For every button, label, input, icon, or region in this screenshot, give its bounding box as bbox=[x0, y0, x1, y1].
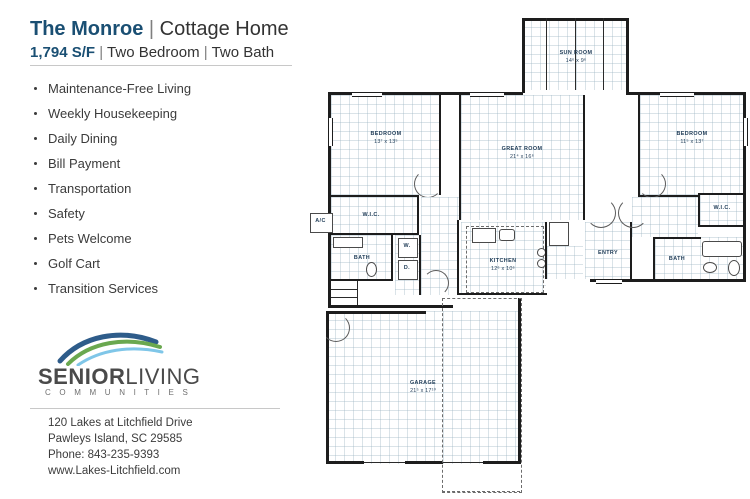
subtitle-divider-2: | bbox=[203, 44, 208, 61]
stoop-line-2 bbox=[331, 297, 357, 298]
wall-greatroom-right bbox=[583, 95, 585, 220]
bullet-icon bbox=[34, 187, 37, 190]
room-label-bedroom-right: BEDROOM 11⁵ x 13⁷ bbox=[676, 131, 708, 145]
contact-city: Pawleys Island, SC 29585 bbox=[48, 433, 183, 445]
feature-label: Safety bbox=[48, 206, 85, 221]
window-entry-front bbox=[596, 279, 622, 284]
wall-bath-right-left bbox=[653, 237, 655, 279]
door-swing-hall bbox=[423, 270, 449, 296]
bullet-icon bbox=[34, 262, 37, 265]
floor-plan-drawing bbox=[300, 8, 750, 493]
room-label-garage: GARAGE 21⁵ x 17¹⁰ bbox=[409, 380, 437, 394]
contact-block bbox=[48, 415, 298, 479]
logo-word-living: LIVING bbox=[125, 364, 201, 389]
room-label-great-room: GREAT ROOM 21⁴ x 16⁶ bbox=[501, 146, 543, 160]
range-appliance bbox=[472, 228, 496, 243]
list-item bbox=[30, 176, 295, 201]
window-greatroom-top bbox=[470, 92, 504, 97]
window-bedroom-left-1 bbox=[352, 92, 382, 97]
garage-door-1 bbox=[364, 462, 405, 463]
door-swing-entry-left bbox=[586, 198, 616, 228]
list-item bbox=[30, 276, 295, 301]
wall-sunroom-left bbox=[522, 18, 525, 93]
bullet-icon bbox=[34, 287, 37, 290]
room-label-bath-left: BATH bbox=[353, 255, 371, 261]
bullet-icon bbox=[34, 237, 37, 240]
feature-label: Weekly Housekeeping bbox=[48, 106, 178, 121]
logo-tagline: C O M M U N I T I E S bbox=[44, 388, 192, 397]
wall-kitchen-bottom bbox=[459, 293, 547, 295]
sink-basin bbox=[499, 229, 515, 241]
patio-outline-dashed bbox=[442, 298, 522, 493]
refrigerator bbox=[549, 222, 569, 246]
wall-wic-right-bottom bbox=[698, 225, 743, 227]
plan-name: The Monroe bbox=[30, 18, 144, 40]
plan-bathrooms: Two Bath bbox=[211, 44, 275, 61]
feature-label: Daily Dining bbox=[48, 131, 118, 146]
list-item bbox=[30, 126, 295, 151]
room-label-washer: W. bbox=[403, 243, 411, 249]
window-bedroom-right-1 bbox=[660, 92, 694, 97]
subtitle-divider-1: | bbox=[99, 44, 104, 61]
wall-bath-right-top bbox=[653, 237, 701, 239]
window-bedroom-right-2 bbox=[743, 118, 748, 146]
vanity-sink-right bbox=[703, 262, 717, 273]
plan-subtitle bbox=[30, 44, 274, 62]
stoop-line-1 bbox=[331, 289, 357, 290]
list-item bbox=[30, 201, 295, 226]
contact-street: 120 Lakes at Litchfield Drive bbox=[48, 417, 193, 429]
door-swing-garage bbox=[322, 314, 350, 342]
bullet-icon bbox=[34, 87, 37, 90]
wall-left-stoop-top bbox=[328, 281, 331, 305]
bullet-icon bbox=[34, 137, 37, 140]
plan-type: Cottage Home bbox=[159, 18, 289, 40]
wall-garage-bottom-left bbox=[326, 461, 364, 464]
list-item bbox=[30, 251, 295, 276]
logo-word-senior: SENIOR bbox=[38, 364, 126, 389]
list-item bbox=[30, 151, 295, 176]
room-label-kitchen: KITCHEN 12⁶ x 10⁶ bbox=[489, 258, 517, 272]
door-swing-bedroom-left bbox=[414, 170, 442, 198]
room-label-entry: ENTRY bbox=[597, 250, 619, 256]
tub-right bbox=[702, 241, 742, 257]
bullet-icon bbox=[34, 162, 37, 165]
window-bedroom-left-2 bbox=[328, 118, 333, 146]
bullet-icon bbox=[34, 112, 37, 115]
info-panel bbox=[0, 0, 310, 499]
wall-greatroom-left bbox=[459, 95, 461, 220]
toilet-right bbox=[728, 260, 740, 276]
room-label-ac: A/C bbox=[315, 218, 326, 224]
wall-wic-right-top bbox=[698, 193, 743, 195]
wall-sunroom-right bbox=[626, 18, 629, 93]
list-item bbox=[30, 101, 295, 126]
room-label-bedroom-left: BEDROOM 13⁷ x 13⁵ bbox=[370, 131, 402, 145]
feature-label: Maintenance-Free Living bbox=[48, 81, 192, 96]
header-divider-rule bbox=[30, 65, 292, 66]
wall-bath-left-bottom bbox=[331, 279, 393, 281]
room-label-wic-left: W.I.C. bbox=[362, 212, 380, 218]
feature-label: Transition Services bbox=[48, 281, 159, 296]
vanity-left bbox=[333, 237, 363, 248]
wall-garage-bottom-mid bbox=[405, 461, 443, 464]
plan-size: 1,794 S/F bbox=[30, 44, 96, 61]
feature-label: Golf Cart bbox=[48, 256, 101, 271]
list-item bbox=[30, 76, 295, 101]
swoosh-icon bbox=[56, 330, 186, 366]
room-label-dryer: D. bbox=[403, 265, 411, 271]
bullet-icon bbox=[34, 212, 37, 215]
patio-line-bottom bbox=[442, 491, 520, 492]
wall-garage-top bbox=[326, 311, 426, 314]
door-swing-hall-right bbox=[618, 198, 648, 228]
contact-divider-rule bbox=[30, 408, 280, 409]
feature-label: Transportation bbox=[48, 181, 132, 196]
wall-wic-right-left bbox=[698, 193, 700, 225]
title-divider: | bbox=[148, 18, 155, 40]
feature-label: Pets Welcome bbox=[48, 231, 132, 246]
contact-phone: Phone: 843-235-9393 bbox=[48, 449, 160, 461]
contact-website[interactable]: www.Lakes-Litchfield.com bbox=[48, 465, 181, 477]
wall-pantry-left bbox=[545, 222, 547, 279]
toilet-left bbox=[366, 262, 377, 277]
brand-logo bbox=[38, 330, 201, 400]
list-item bbox=[30, 226, 295, 251]
stoop-line-3 bbox=[357, 281, 358, 305]
logo-wordmark bbox=[38, 364, 201, 390]
wall-main-bottom-left bbox=[328, 305, 453, 308]
wall-hall-right bbox=[457, 220, 459, 295]
room-pantry bbox=[547, 246, 583, 279]
room-label-sun-room: SUN ROOM 14⁶ x 9⁶ bbox=[559, 50, 593, 64]
room-label-bath-right: BATH bbox=[668, 256, 686, 262]
features-list bbox=[30, 76, 295, 301]
page-title bbox=[30, 17, 289, 41]
wall-wic-left-right bbox=[417, 197, 419, 233]
feature-label: Bill Payment bbox=[48, 156, 121, 171]
room-label-wic-right: W.I.C. bbox=[713, 205, 731, 211]
door-swing-bedroom-right bbox=[638, 170, 666, 198]
plan-bedrooms: Two Bedroom bbox=[107, 44, 200, 61]
